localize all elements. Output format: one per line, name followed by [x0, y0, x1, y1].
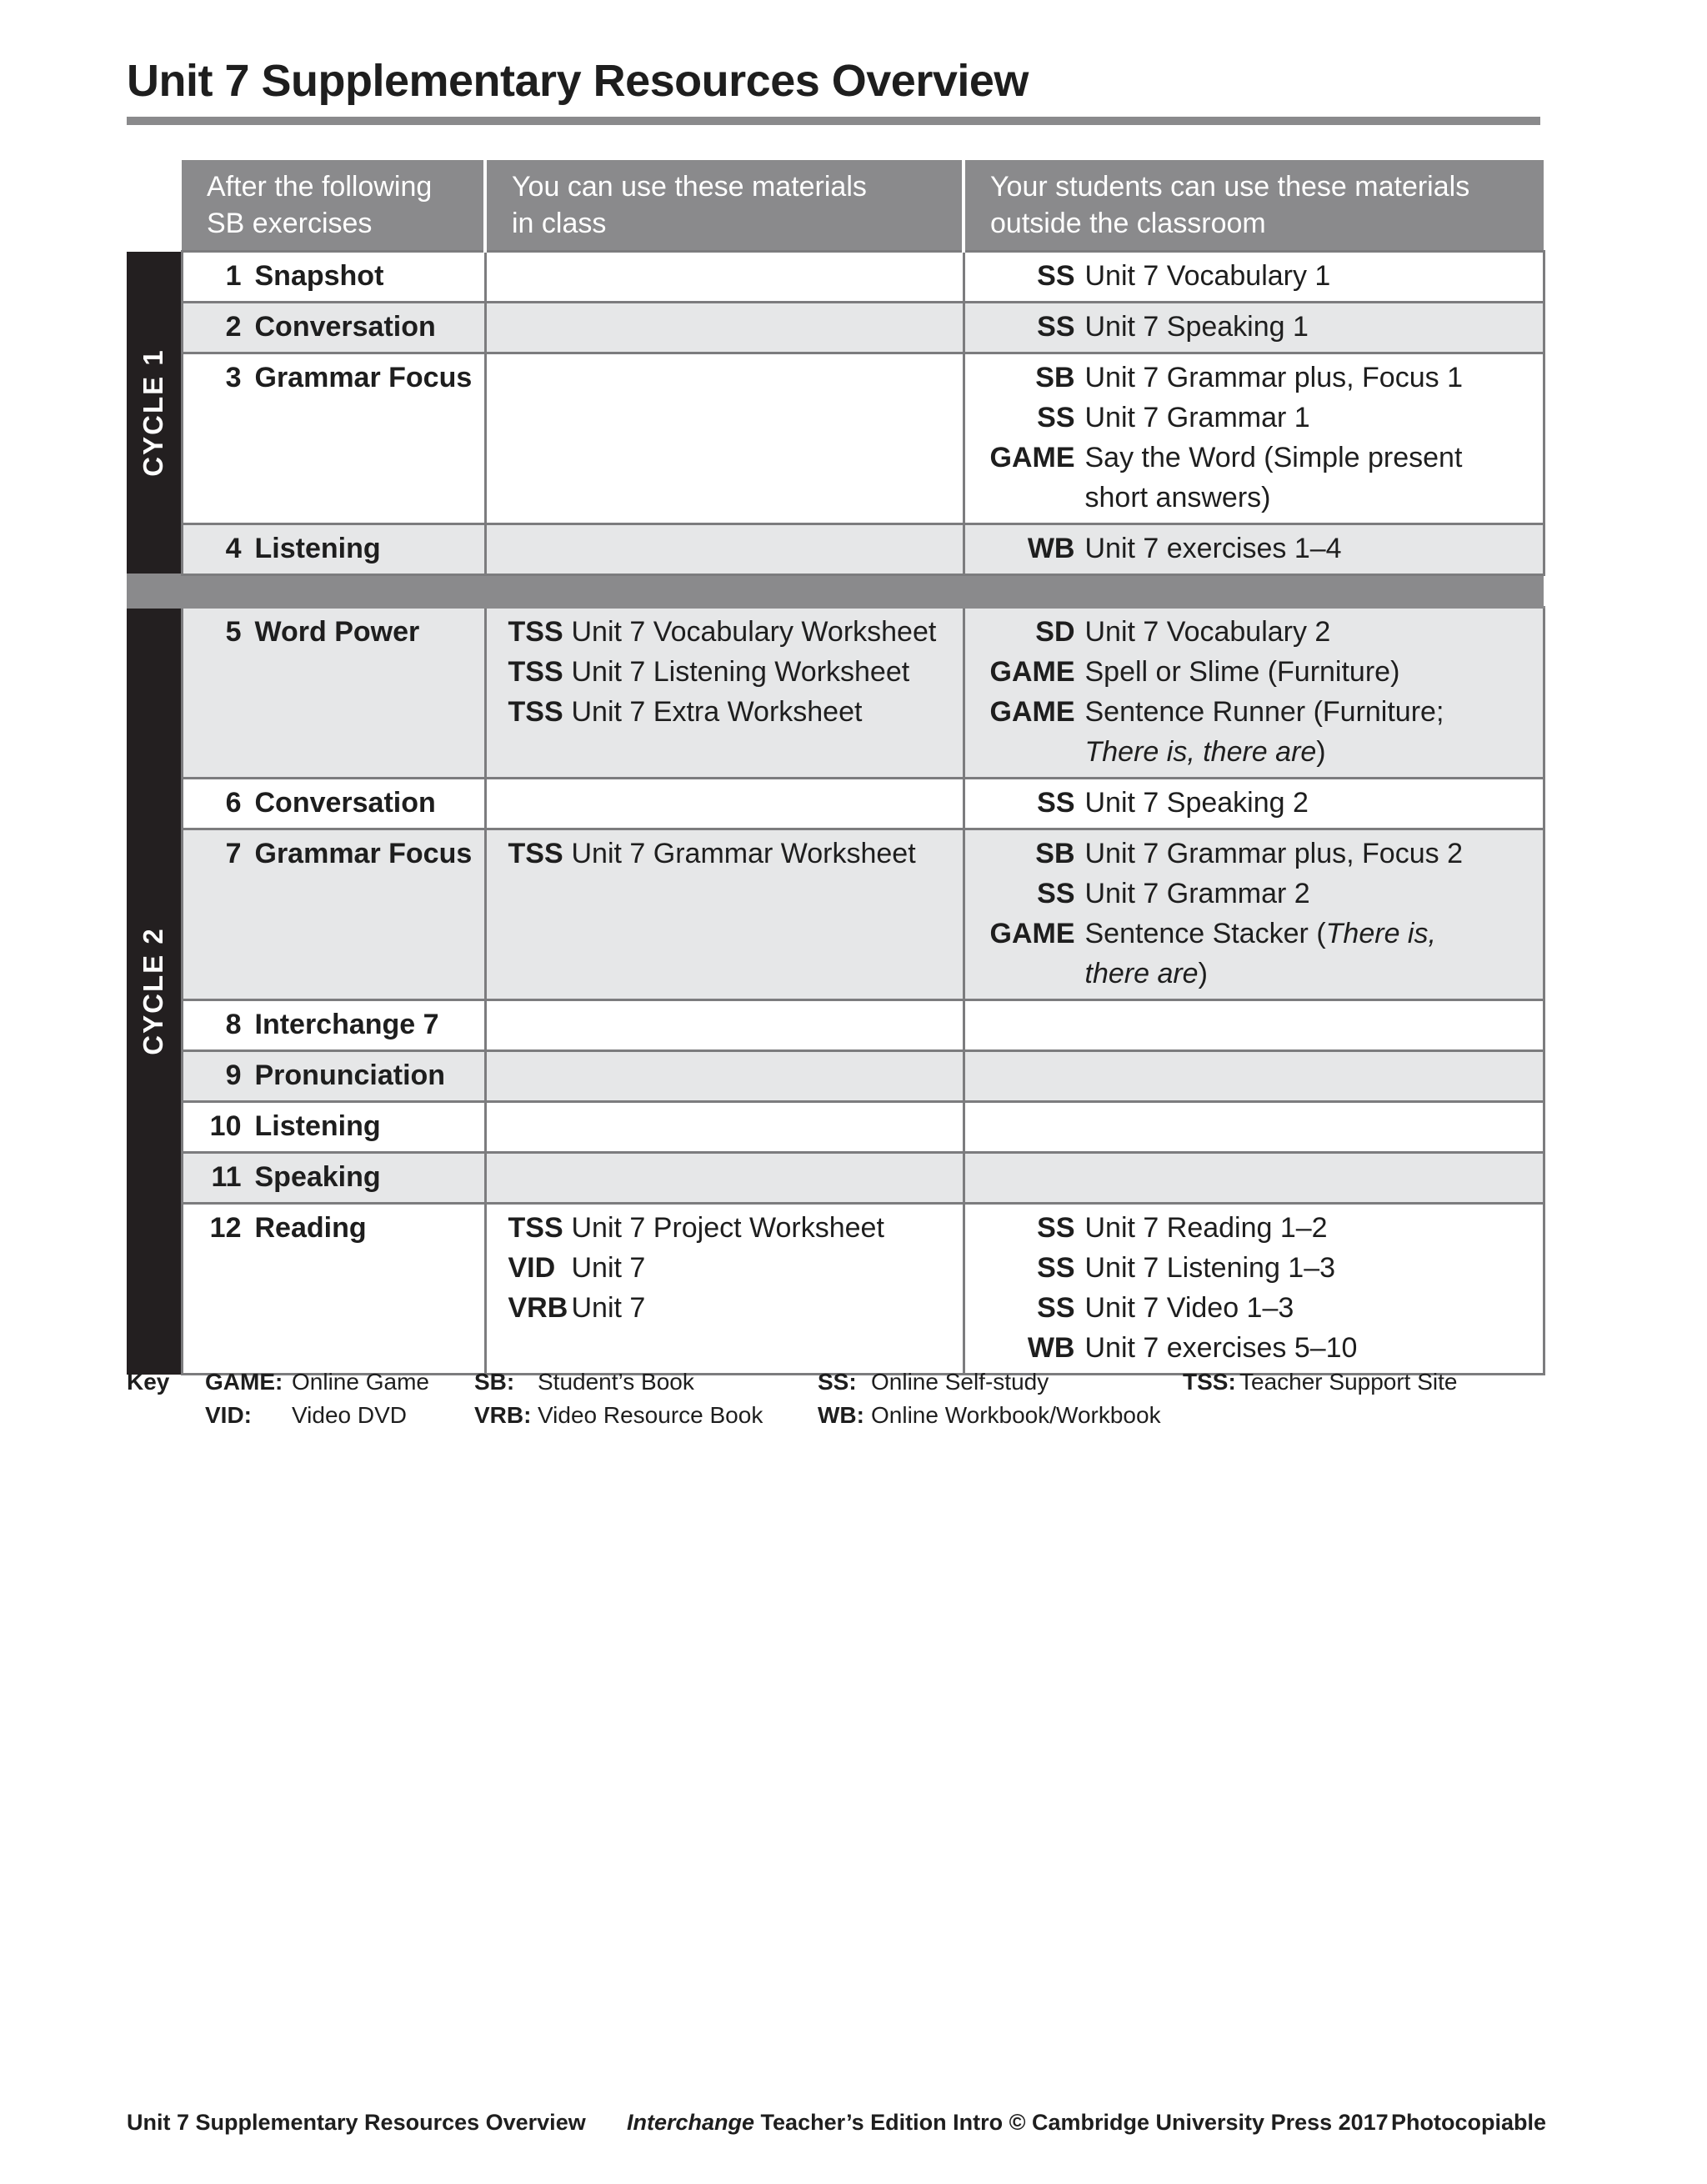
- resource-item: [965, 783, 1543, 823]
- resource-text-main: Unit 7 Reading 1–2: [1084, 1212, 1328, 1244]
- resource-item: [965, 438, 1543, 478]
- resource-item: [965, 358, 1543, 398]
- resource-text-main: Unit 7 Grammar 2: [1084, 878, 1310, 909]
- table-row: [127, 1153, 1544, 1204]
- resource-text-main: Unit 7 Grammar 1: [1084, 402, 1310, 433]
- resource-item: [965, 914, 1543, 954]
- exercise-number: 11: [211, 1161, 242, 1193]
- resource-text-main: Unit 7: [571, 1292, 646, 1324]
- key-description: Video DVD: [292, 1402, 408, 1428]
- header-outside-class-line2: outside the classroom: [990, 208, 1266, 239]
- resource-text-main: Unit 7: [571, 1252, 646, 1284]
- resource-code: VID: [508, 1252, 556, 1284]
- resource-text: [1085, 652, 1543, 692]
- resource-text: [1085, 1248, 1543, 1288]
- resource-item: [487, 1248, 963, 1288]
- resource-text-main: Unit 7 Vocabulary Worksheet: [571, 616, 937, 648]
- outside-class-materials-cell: [964, 1000, 1544, 1051]
- exercise-number: 7: [225, 838, 242, 869]
- resource-code: TSS: [508, 616, 563, 648]
- key-label: Key: [127, 1369, 170, 1395]
- exercise-name: Snapshot: [254, 260, 384, 292]
- footer-right: Photocopiable: [1391, 2110, 1547, 2135]
- resource-text-main: Unit 7 exercises 5–10: [1084, 1332, 1358, 1364]
- in-class-materials-cell: [485, 1102, 964, 1153]
- in-class-materials-cell: [485, 524, 964, 575]
- footer-center: [627, 2110, 1389, 2136]
- key-item: [474, 1399, 763, 1432]
- table-row: [127, 1051, 1544, 1102]
- header-outside-class-line1: Your students can use these materials: [990, 171, 1470, 203]
- header-in-class-line1: You can use these materials: [512, 171, 867, 203]
- page-title: Unit 7 Supplementary Resources Overview: [127, 56, 1029, 106]
- resource-item: [965, 398, 1543, 438]
- resource-text-main: Spell or Slime (Furniture): [1084, 656, 1400, 688]
- header-in-class: [485, 160, 964, 252]
- resource-code: TSS: [508, 1212, 563, 1244]
- key-code: GAME:: [205, 1369, 283, 1395]
- key-description: Student’s Book: [538, 1369, 694, 1395]
- sb-exercise-cell: [182, 303, 485, 353]
- sb-exercise-cell: [182, 1051, 485, 1102]
- resource-item: [487, 652, 963, 692]
- table-row: [127, 1204, 1544, 1375]
- resource-item: [965, 1248, 1543, 1288]
- outside-class-materials-cell: [964, 524, 1544, 575]
- resource-code: GAME: [989, 918, 1075, 949]
- resource-item: [965, 874, 1543, 914]
- resource-text-line2-end: ): [1198, 958, 1208, 989]
- resource-code: TSS: [508, 656, 563, 688]
- footer-series-title: Interchange: [627, 2110, 755, 2135]
- resource-code: SS: [1037, 1252, 1075, 1284]
- sb-exercise-cell: [182, 1204, 485, 1375]
- sb-exercise-cell: [182, 1153, 485, 1204]
- key-item: [818, 1365, 1049, 1399]
- in-class-materials-cell: [485, 1153, 964, 1204]
- key-description: Teacher Support Site: [1239, 1369, 1458, 1395]
- resource-item: [965, 1328, 1543, 1368]
- resource-code: SS: [1037, 260, 1075, 292]
- exercise-name: Speaking: [254, 1161, 381, 1193]
- table-row: [127, 252, 1544, 303]
- resources-table-container: [127, 160, 1544, 1375]
- sb-exercise-cell: [182, 829, 485, 1000]
- resource-text: [1085, 256, 1543, 296]
- in-class-materials-cell: [485, 829, 964, 1000]
- footer-left: Unit 7 Supplementary Resources Overview: [127, 2110, 586, 2135]
- resource-item-continued: [965, 478, 1543, 518]
- resource-item: [487, 692, 963, 732]
- table-row: [127, 779, 1544, 829]
- key-code: SB:: [474, 1369, 515, 1395]
- table-row: [127, 524, 1544, 575]
- resource-text-main: Unit 7 Grammar plus, Focus 2: [1084, 838, 1463, 869]
- exercise-name: Conversation: [254, 311, 436, 343]
- key-code: VID:: [205, 1402, 252, 1428]
- exercise-number: 1: [225, 260, 242, 292]
- resource-text-main: Unit 7 Listening Worksheet: [571, 656, 910, 688]
- header-outside-class: [964, 160, 1544, 252]
- resource-item: [487, 612, 963, 652]
- resource-code: SB: [1035, 362, 1075, 393]
- resource-text: [1085, 1208, 1543, 1248]
- resource-text-continued: [1085, 732, 1543, 772]
- header-blank-cell: [127, 160, 182, 252]
- exercise-number: 12: [209, 1212, 242, 1244]
- outside-class-materials-cell: [964, 1153, 1544, 1204]
- resource-item: [965, 834, 1543, 874]
- header-sb-exercises-line2: SB exercises: [207, 208, 373, 239]
- in-class-materials-cell: [485, 353, 964, 524]
- cycle-2-band: [127, 608, 182, 1375]
- resource-text: [1085, 1328, 1543, 1368]
- key-item: [205, 1365, 429, 1399]
- in-class-materials-cell: [485, 779, 964, 829]
- resource-code: SS: [1037, 1212, 1075, 1244]
- resource-item: [965, 612, 1543, 652]
- outside-class-materials-cell: [964, 252, 1544, 303]
- resource-text-main: Unit 7 Listening 1–3: [1084, 1252, 1336, 1284]
- exercise-number: 9: [225, 1059, 242, 1091]
- in-class-materials-cell: [485, 1051, 964, 1102]
- resource-text: [1085, 438, 1543, 478]
- outside-class-materials-cell: [964, 829, 1544, 1000]
- resource-text-continued: [1085, 478, 1543, 518]
- resource-item-continued: [965, 732, 1543, 772]
- resource-text: [1085, 358, 1543, 398]
- outside-class-materials-cell: [964, 608, 1544, 779]
- resource-text: [1085, 692, 1543, 732]
- resource-text: [1085, 398, 1543, 438]
- sb-exercise-cell: [182, 1102, 485, 1153]
- resource-text-main: Unit 7 Project Worksheet: [571, 1212, 884, 1244]
- resource-item: [965, 692, 1543, 732]
- cycle-2-label: CYCLE 2: [138, 927, 169, 1055]
- table-row: [127, 353, 1544, 524]
- exercise-name: Grammar Focus: [254, 362, 473, 393]
- resource-code: GAME: [989, 442, 1075, 473]
- resource-text-main: Sentence Runner (Furniture;: [1084, 696, 1444, 728]
- key-description: Online Game: [292, 1369, 429, 1395]
- exercise-number: 8: [225, 1009, 242, 1040]
- sb-exercise-cell: [182, 779, 485, 829]
- key-item: [205, 1399, 407, 1432]
- resource-code: SS: [1037, 878, 1075, 909]
- sb-exercise-cell: [182, 524, 485, 575]
- resource-text-main: Say the Word (Simple present: [1084, 442, 1463, 473]
- outside-class-materials-cell: [964, 353, 1544, 524]
- resource-text: [1085, 783, 1543, 823]
- resource-text: [572, 692, 963, 732]
- sb-exercise-cell: [182, 353, 485, 524]
- key-code: WB:: [818, 1402, 864, 1428]
- key-code: VRB:: [474, 1402, 532, 1428]
- title-rule: [127, 117, 1540, 125]
- header-sb-exercises-line1: After the following: [207, 171, 433, 203]
- exercise-name: Grammar Focus: [254, 838, 473, 869]
- resource-item-continued: [965, 954, 1543, 994]
- outside-class-materials-cell: [964, 779, 1544, 829]
- table-row: [127, 303, 1544, 353]
- resource-text: [572, 1288, 963, 1328]
- cycle-separator: [127, 575, 1544, 608]
- resource-text-line2-italic: There is, there are: [1084, 736, 1317, 768]
- exercise-name: Listening: [254, 533, 381, 564]
- resource-text: [572, 612, 963, 652]
- key-item: [818, 1399, 1161, 1432]
- key-description: Online Self-study: [871, 1369, 1049, 1395]
- exercise-number: 5: [225, 616, 242, 648]
- table-body: [127, 252, 1544, 1375]
- header-in-class-line2: in class: [512, 208, 607, 239]
- resource-code: TSS: [508, 838, 563, 869]
- resource-code: SS: [1037, 1292, 1075, 1324]
- resource-text: [1085, 528, 1543, 569]
- in-class-materials-cell: [485, 1000, 964, 1051]
- resources-table: [127, 160, 1545, 1375]
- key-description: Online Workbook/Workbook: [871, 1402, 1161, 1428]
- resource-code: SB: [1035, 838, 1075, 869]
- in-class-materials-cell: [485, 1204, 964, 1375]
- exercise-name: Conversation: [254, 787, 436, 819]
- resource-code: SD: [1035, 616, 1075, 648]
- resource-text-line2-italic: there are: [1084, 958, 1199, 989]
- header-sb-exercises: [182, 160, 485, 252]
- resource-code-spacer: [965, 732, 1085, 772]
- exercise-name: Listening: [254, 1110, 381, 1142]
- cycle-separator-row: [127, 575, 1544, 608]
- outside-class-materials-cell: [964, 1102, 1544, 1153]
- resource-code: SS: [1037, 402, 1075, 433]
- resource-text-line2: short answers): [1084, 482, 1271, 513]
- resource-text: [1085, 307, 1543, 347]
- resource-text-main: Unit 7 Extra Worksheet: [571, 696, 863, 728]
- resource-text-main: Unit 7 Grammar Worksheet: [571, 838, 916, 869]
- cycle-1-label: CYCLE 1: [138, 348, 169, 477]
- resource-code: WB: [1027, 1332, 1075, 1364]
- table-row: [127, 608, 1544, 779]
- resource-text: [1085, 612, 1543, 652]
- resource-item: [965, 528, 1543, 569]
- key-description: Video Resource Book: [538, 1402, 763, 1428]
- resource-text-main: Unit 7 Vocabulary 2: [1084, 616, 1331, 648]
- resource-text-main: Unit 7 Speaking 1: [1084, 311, 1309, 343]
- resource-code: WB: [1027, 533, 1075, 564]
- resource-item: [965, 1288, 1543, 1328]
- exercise-name: Word Power: [254, 616, 420, 648]
- resource-text: [572, 834, 963, 874]
- exercise-name: Pronunciation: [254, 1059, 446, 1091]
- resource-item: [965, 652, 1543, 692]
- resource-text: [1085, 1288, 1543, 1328]
- resource-code: GAME: [989, 656, 1075, 688]
- resource-item: [487, 1208, 963, 1248]
- resource-text-line2-end: ): [1316, 736, 1326, 768]
- resource-code-spacer: [965, 478, 1085, 518]
- exercise-number: 2: [225, 311, 242, 343]
- table-header-row: [127, 160, 1544, 252]
- resource-item: [487, 834, 963, 874]
- resource-text-main: Unit 7 Video 1–3: [1084, 1292, 1294, 1324]
- outside-class-materials-cell: [964, 303, 1544, 353]
- resource-text: [572, 652, 963, 692]
- exercise-number: 4: [225, 533, 242, 564]
- resource-text: [572, 1248, 963, 1288]
- table-row: [127, 1102, 1544, 1153]
- resource-code: SS: [1037, 311, 1075, 343]
- resource-text-continued: [1085, 954, 1543, 994]
- resource-code: VRB: [508, 1292, 568, 1324]
- sb-exercise-cell: [182, 608, 485, 779]
- outside-class-materials-cell: [964, 1051, 1544, 1102]
- table-row: [127, 1000, 1544, 1051]
- resource-text-main: Unit 7 Vocabulary 1: [1084, 260, 1331, 292]
- resource-code: SS: [1037, 787, 1075, 819]
- in-class-materials-cell: [485, 303, 964, 353]
- resource-text-main: Unit 7 Speaking 2: [1084, 787, 1309, 819]
- sb-exercise-cell: [182, 252, 485, 303]
- resource-text-main: Sentence Stacker (: [1084, 918, 1326, 949]
- resource-text: [572, 1208, 963, 1248]
- exercise-number: 10: [209, 1110, 242, 1142]
- resource-item: [965, 256, 1543, 296]
- key-item: [1183, 1365, 1458, 1399]
- sb-exercise-cell: [182, 1000, 485, 1051]
- resource-item: [965, 1208, 1543, 1248]
- exercise-name: Interchange 7: [254, 1009, 439, 1040]
- table-row: [127, 829, 1544, 1000]
- resource-text: [1085, 914, 1543, 954]
- outside-class-materials-cell: [964, 1204, 1544, 1375]
- exercise-number: 6: [225, 787, 242, 819]
- in-class-materials-cell: [485, 252, 964, 303]
- resource-text-main: Unit 7 Grammar plus, Focus 1: [1084, 362, 1463, 393]
- resource-item: [487, 1288, 963, 1328]
- in-class-materials-cell: [485, 608, 964, 779]
- resource-text-italic: There is,: [1325, 918, 1436, 949]
- resource-text: [1085, 874, 1543, 914]
- resource-text: [1085, 834, 1543, 874]
- key-item: [474, 1365, 694, 1399]
- exercise-number: 3: [225, 362, 242, 393]
- resource-item: [965, 307, 1543, 347]
- cycle-1-band: [127, 252, 182, 575]
- resource-code-spacer: [965, 954, 1085, 994]
- resource-code: TSS: [508, 696, 563, 728]
- exercise-name: Reading: [254, 1212, 367, 1244]
- footer-copyright: Teacher’s Edition Intro © Cambridge University Press 2017: [754, 2110, 1389, 2135]
- resource-code: GAME: [989, 696, 1075, 728]
- key-code: TSS:: [1183, 1369, 1236, 1395]
- resource-text-main: Unit 7 exercises 1–4: [1084, 533, 1342, 564]
- key-code: SS:: [818, 1369, 857, 1395]
